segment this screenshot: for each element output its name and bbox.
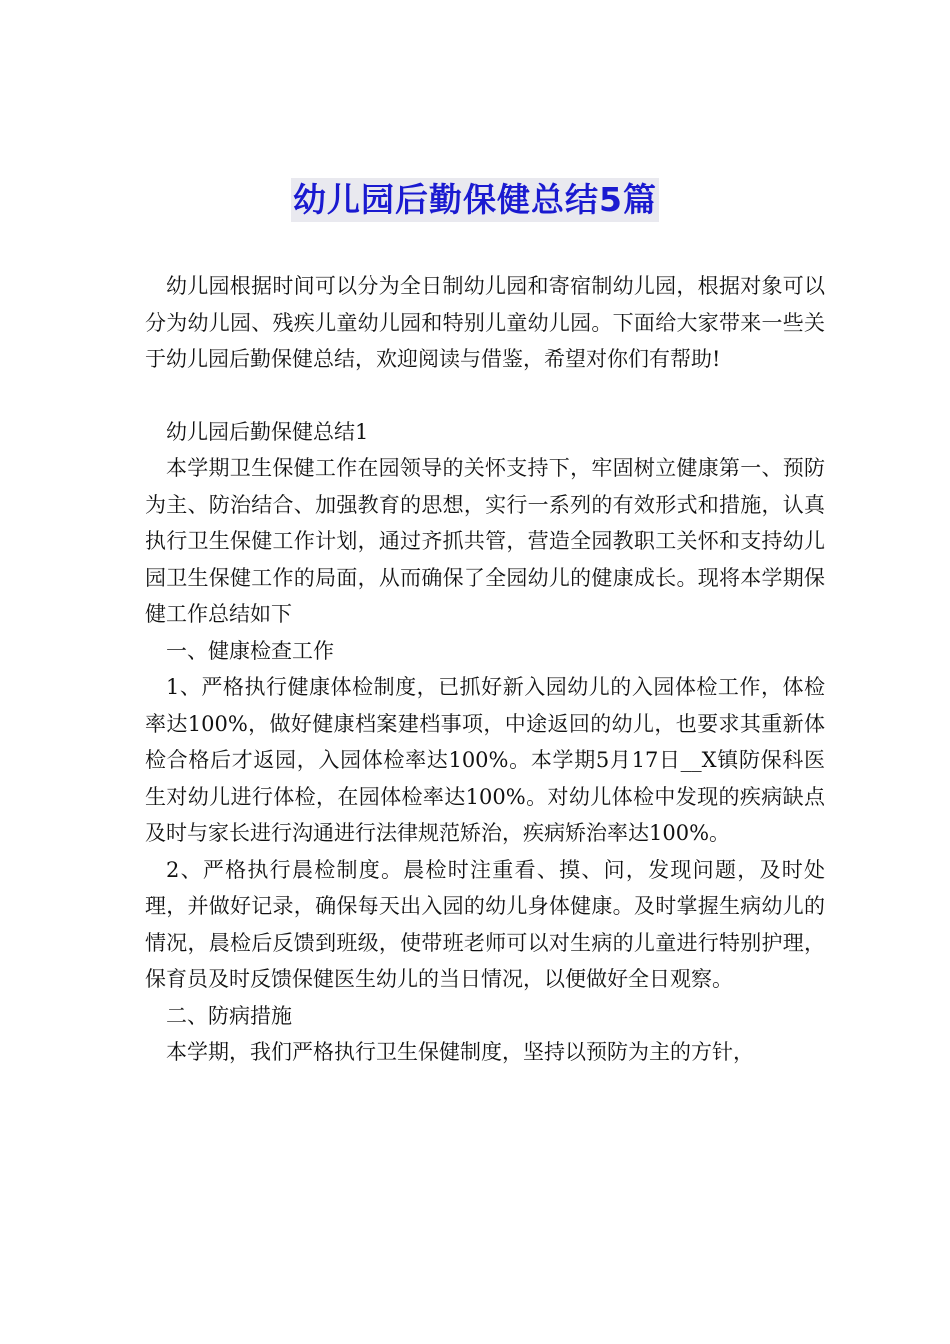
paragraph-1: 本学期卫生保健工作在园领导的关怀支持下，牢固树立健康第一、预防为主、防治结合、加强教育的思想，实行一系列的有效形式和措施，认真执行卫生保健工作计划，通过齐抓共管，营造全园教职工关怀和支持幼儿园卫生保健工作的局面，从而确保了全园幼儿的健康成长。现将本学期保健工作总结如下 <box>145 456 825 626</box>
paragraph-4: 本学期，我们严格执行卫生保健制度，坚持以预防为主的方针， <box>166 1040 754 1064</box>
paragraph-2: 1、严格执行健康体检制度，已抓好新入园幼儿的入园体检工作，体检率达100%，做好健康档案建档事项，中途返回的幼儿，也要求其重新体检合格后才返园，入园体检率达100%。本学期5月17日__X镇防保科医生对幼儿进行体检，在园体检率达100%。对幼儿体检中发现的疾病缺点及时与家长进行沟通进行法律规范矫治，疾病矫治率达100%。 <box>145 675 825 845</box>
document-title: 幼儿园后勤保健总结5篇 <box>291 178 659 222</box>
document-body <box>145 268 825 1071</box>
heading-health-check: 一、健康检查工作 <box>166 638 334 663</box>
paragraph-3: 2、严格执行晨检制度。晨检时注重看、摸、问，发现问题，及时处理，并做好记录，确保每天出入园的幼儿身体健康。及时掌握生病幼儿的情况，晨检后反馈到班级，使带班老师可以对生病的儿童进行特别护理，保育员及时反馈保健医生幼儿的当日情况，以便做好全日观察。 <box>145 857 825 991</box>
intro-paragraph: 幼儿园根据时间可以分为全日制幼儿园和寄宿制幼儿园，根据对象可以分为幼儿园、残疾儿童幼儿园和特别儿童幼儿园。下面给大家带来一些关于幼儿园后勤保健总结，欢迎阅读与借鉴，希望对你们有帮助! <box>145 274 825 371</box>
title-container <box>0 178 950 222</box>
section-title: 幼儿园后勤保健总结1 <box>166 419 369 444</box>
heading-disease-prevention: 二、防病措施 <box>166 1003 292 1028</box>
paragraph-gap <box>145 378 825 414</box>
